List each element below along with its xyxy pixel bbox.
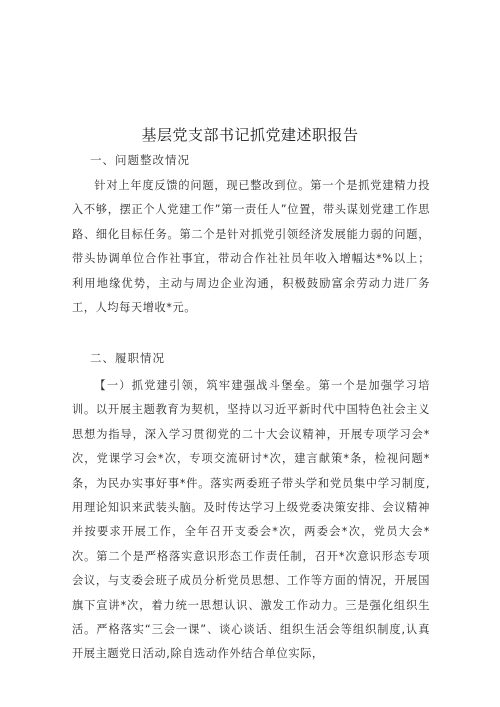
section-heading-duty-performance: 二、履职情况 bbox=[90, 351, 165, 365]
section-paragraph-problem-rectification: 针对上年度反馈的问题，现已整改到位。第一个是抓党建精力投入不够，摆正个人党建工作”第一责任人”位置，带头谋划党建工作思路、细化目标任务。第二个是针对抓党引领经济发展能力弱的问题，带头协调单位合作社事宜，带动合作社社员年收入增幅达*%以上；利用地缘优势，主动与周边企业沟通，积极鼓励富余劳动力进厂务工，人均每天增收*元。 bbox=[72, 179, 430, 315]
section-paragraph-duty-performance: 【一）抓党建引领，筑牢建强战斗堡垒。第一个是加强学习培训。以开展主题教育为契机，坚持以习近平新时代中国特色社会主义思想为指导，深入学习贯彻党的二十大会议精神，开展专项学习会*次，党课学习会*次，专项交流研讨*次，建言献策*条，检视问题*条，为民办实事好事*件。落实两委班子带头学和党员集中学习制度,用理论知识来武装头脑。及时传达学习上级党委决策安排、会议精神并按要求开展工作，全年召开支委会*次，两委会*次，党员大会*次。第二个是严格落实意识形态工作责任制，召开*次意识形态专项会议，与支委会班子成员分析党员思想、工作等方面的情况，开展国旗下宣讲*次，着力统一思想认识、激发工作动力。三是强化组织生活。严格落实“三会一课”、谈心谈话、组织生活会等组织制度,认真开展主题党日活动,除自选动作外结合单位实际， bbox=[72, 379, 430, 661]
section-heading-problem-rectification: 一、问题整改情况 bbox=[90, 153, 190, 167]
document-title: 基层党支部书记抓党建述职报告 bbox=[141, 126, 359, 144]
